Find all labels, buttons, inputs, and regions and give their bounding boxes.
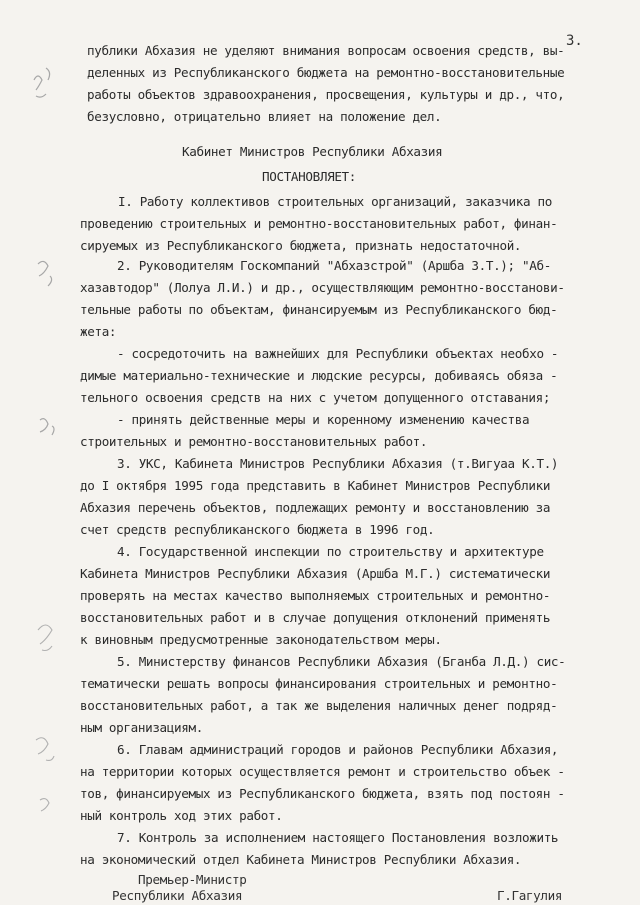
text-line-29: тематически решать вопросы финансирования строительных и ремонтно- [80,676,558,691]
text-line-2: деленных из Республиканского бюджета на ремонтно-восстановительные [87,65,565,80]
resolves-heading: ПОСТАНОВЛЯЕТ: [262,169,357,184]
text-line-13: жета: [80,324,117,339]
text-line-31: ным организациям. [80,720,203,735]
margin-mark-1 [34,68,50,97]
cabinet-heading: Кабинет Министров Республики Абхазия [182,144,443,159]
text-line-24: Кабинета Министров Республики Абхазия (Аршба М.Г.) систематически [80,566,551,581]
text-line-18: строительных и ремонтно-восстановительных работ. [80,434,428,449]
text-line-25: проверять на местах качество выполняемых строительных и ремонтно- [80,588,551,603]
page-number: 3. [566,33,583,49]
signatory-name: Г.Гагулия [497,888,563,903]
margin-mark-2 [38,261,52,286]
text-line-8: проведению строительных и ремонтно-восстановительных работ, финан- [80,216,558,231]
text-line-36: 7. Контроль за исполнением настоящего Постановления возложить [117,830,559,845]
text-line-27: к виновным предусмотренные законодательством меры. [80,632,442,647]
text-line-17: - принять действенные меры и коренному изменению качества [117,412,530,427]
text-line-9: сируемых из Республиканского бюджета, признать недостаточной. [80,238,522,253]
margin-mark-4 [38,625,52,651]
text-line-15: димые материально-технические и людские ресурсы, добиваясь обяза - [80,368,558,383]
text-line-14: - сосредоточить на важнейших для Республики объектах необхо - [117,346,559,361]
text-line-23: 4. Государственной инспекции по строительству и архитектуре [117,544,544,559]
text-line-21: Абхазия перечень объектов, подлежащих ремонту и восстановлению за [80,500,551,515]
text-line-22: счет средств республиканского бюджета в 1996 год. [80,522,435,537]
text-line-34: тов, финансируемых из Республиканского бюджета, взять под постоян - [80,786,565,801]
text-line-3: работы объектов здравоохранения, просвещения, культуры и др., что, [87,87,565,102]
text-line-19: 3. УКС, Кабинета Министров Республики Абхазия (т.Вигуаа К.Т.) [117,456,559,471]
text-line-4: безусловно, отрицательно влияет на положение дел. [87,109,442,124]
text-line-20: до I октября 1995 года представить в Кабинет Министров Республики [80,478,551,493]
text-line-10: 2. Руководителям Госкомпаний "Абхазстрой" (Аршба З.Т.); "Аб- [117,258,551,273]
text-line-32: 6. Главам администраций городов и районов Республики Абхазия, [117,742,559,757]
text-line-33: на территории которых осуществляется ремонт и строительство объек - [80,764,565,779]
text-line-11: хазавтодор" (Лолуа Л.И.) и др., осуществляющим ремонтно-восстанови- [80,280,565,295]
signatory-title-2: Республики Абхазия [112,888,243,903]
text-line-7: I. Работу коллективов строительных организаций, заказчика по [118,194,552,209]
text-line-37: на экономический отдел Кабинета Министров Республики Абхазия. [80,852,522,867]
margin-mark-6 [40,799,49,811]
text-line-35: ный контроль ход этих работ. [80,808,283,823]
text-line-16: тельного освоения средств на них с учетом допущенного отставания; [80,390,551,405]
text-line-12: тельные работы по объектам, финансируемым из Республиканского бюд- [80,302,558,317]
text-line-1: публики Абхазия не уделяют внимания вопросам освоения средств, вы- [87,43,565,58]
margin-mark-5 [36,738,54,761]
signatory-title-1: Премьер-Министр [138,872,247,887]
text-line-30: восстановительных работ, а так же выделения наличных денег подряд- [80,698,558,713]
text-line-26: восстановительных работ и в случае допущения отклонений применять [80,610,551,625]
margin-mark-3 [40,419,54,435]
text-line-28: 5. Министерству финансов Республики Абхазия (Бганба Л.Д.) сис- [117,654,566,669]
